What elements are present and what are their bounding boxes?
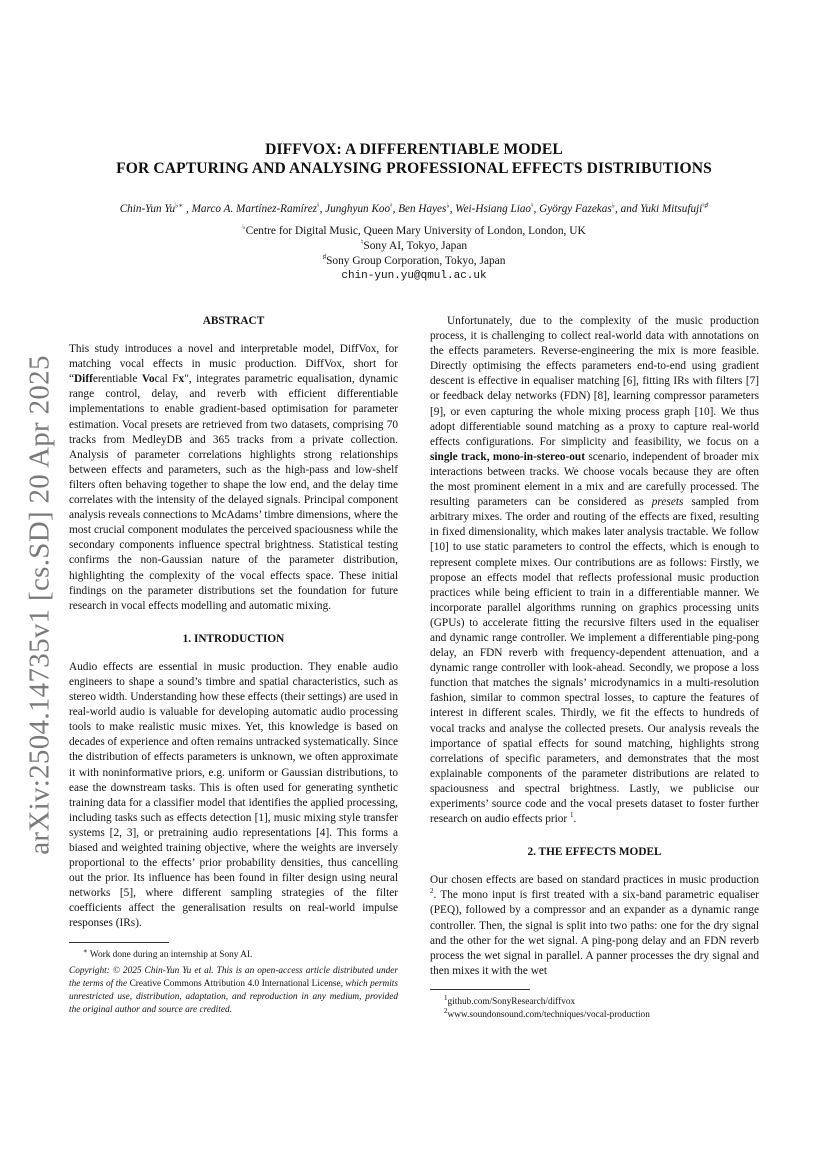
affiliations xyxy=(0,224,828,284)
affiliation: ♯Sony Group Corporation, Tokyo, Japan xyxy=(322,253,506,267)
author-list: Chin-Yun Yu♭∗ , Marco A. Martínez-Ramírez♮, Junghyun Koo♮, Ben Hayes♭, Wei-Hsiang Liao♮, György Fazekas♭, and Yuki Mitsufuji♮♯ xyxy=(119,201,709,215)
section-heading-introduction: 1. INTRODUCTION xyxy=(182,632,285,645)
section-heading-effects-model: 2. THE EFFECTS MODEL xyxy=(527,846,662,859)
contact-email[interactable]: chin-yun.yu@qmul.ac.uk xyxy=(341,270,487,282)
footnote-internship: ∗ Work done during an internship at Sony AI. xyxy=(83,946,253,960)
paper-title xyxy=(0,140,828,178)
author: Ben Hayes♭ xyxy=(398,201,450,215)
abstract-text: This study introduces a novel and interpretable model, DiffVox, for matching vocal effects in music production. DiffVox, short for “Differentiable Vocal Fx", integrates parametric equalisation, dynamic range control, delay, and reverb with efficient differentiable implementations to enable gradient-based optimisation for parameter estimation. Vocal presets are retrieved from two datasets, comprising 70 tracks from MedleyDB and 365 tracks from a private collection. Analysis of parameter correlations highlights strong relationships between effects and parameters, such as the high-pass and low-shelf filters often behaving together to shape the low end, and the delay time correlates with the intensity of the delayed signals. Principal component analysis reveals connections to McAdams’ timbre dimensions, where the most crucial component modulates the perceived spaciousness while the secondary components influence spectral brightness. Statistical testing confirms the non-Gaussian nature of the parameter distribution, highlighting the complexity of the vocal effects space. These initial findings on the parameter distributions set the foundation for future research in vocal effects modelling and automatic mixing. xyxy=(69,343,399,612)
introduction-text: Audio effects are essential in music production. They enable audio engineers to shape a sound’s timbre and spatial characteristics, such as stereo width. Understanding how these effects (their settings) are used in real-world audio is valuable for developing automatic audio processing tools to make realistic music mixes. Yet, this knowledge is based on decades of experience and often remains untracked systematically. Since the distribution of effects parameters is unknown, we often approximate it with noninformative priors, e.g. uniform or Gaussian distributions, to ease the downstream tasks. This is often used for generating synthetic training data for a classifier model that identifies the applied processing, including tasks such as effects detection [1], music mixing style transfer systems [2, 3], or pretraining audio representations [4]. This forms a biased and weighted training objective, where the weights are inversely proportional to the effects’ prior probability densities, thus cancelling out the prior. Its influence has been found in filter design using neural networks [5], where different sampling strategies of the filter coefficients affect the generalisation results on real-world impulse responses (IRs). xyxy=(69,660,398,930)
footnote-github: $^1$github.com/SonyResearch/diffvox xyxy=(444,993,576,1007)
affiliation: ♮Sony AI, Tokyo, Japan xyxy=(360,238,468,252)
intro-continued-text: Unfortunately, due to the complexity of the music production process, it is challenging to collect real-world data with annotations on the effects parameters. Reverse-engineering the mix is more feasible. Directly optimising the effects parameters end-to-end using gradient descent is effective in equaliser matching [6], fitting IRs with filters [7] or feedback delay networks (FDN) [8], learning compressor parameters [9], or even capturing the whole mixing process graph [10]. We thus adopt differentiable sound matching as a proxy to capture real-world effects configurations. For simplicity and feasibility, we focus on a single track, mono-in-stereo-out scenario, independent of broader mix interactions between tracks. We choose vocals because they are often the most prominent element in a mix and are carefully processed. The resulting parameters can be considered as presets sampled from arbitrary mixes. The order and routing of the effects are fixed, resulting in fixed dimensionality, which makes later analysis tractable. We follow [10] to use static parameters to control the effects, which is enough to represent complete mixes. Our contributions are as follows: Firstly, we propose an effects model that reflects professional music production practices while being efficient to train in a differentiable manner. We incorporate parallel algorithms running on graphics processing units (GPUs) to accelerate fitting the recursive filters used in the equaliser and dynamic range controller. We implement a differentiable ping-pong delay, an FDN reverb with frequency-dependent attenuation, and a dynamic range controller with look-ahead. Secondly, we propose a loss function that matches the signals’ microdynamics in a multi-resolution fashion, similar to common spectral losses, to capture the features of interest in different scales. Thirdly, we fit the effects to hundreds of vocal tracks and analyse the collected presets. Our analysis reveals the importance of spatial effects for sound matching, highlights strong correlations of specific parameters, and demonstrates that the most explainable components of the parameter distributions are related to spaciousness and spectral brightness. Lastly, we publicise our experiments’ source code and the vocal presets dataset to foster further research on audio effects prior $^1$. xyxy=(430,315,759,826)
author: Chin-Yun Yu♭∗ xyxy=(119,201,184,215)
github-link[interactable]: github.com/SonyResearch/diffvox xyxy=(447,996,576,1007)
copyright-notice: Copyright: © 2025 Chin-Yun Yu et al. This is an open-access article distributed under the terms of the Creative Commons Attribution 4.0 International License, which permits unrestricted use, distribution, adaptation, and reproduction in any medium, provided the original author and source are credited. xyxy=(69,965,398,1015)
abstract-heading: ABSTRACT xyxy=(202,315,265,327)
author: Marco A. Martínez-Ramírez♮ xyxy=(191,201,320,215)
footnote-rule xyxy=(430,989,530,990)
footnote-soundonsound: $^2$www.soundonsound.com/techniques/vocal-production xyxy=(444,1006,650,1020)
title-line-2: FOR CAPTURING AND ANALYSING PROFESSIONAL EFFECTS DISTRIBUTIONS xyxy=(116,160,712,177)
right-column xyxy=(430,314,759,1022)
left-column xyxy=(69,314,398,1017)
license-link[interactable]: Creative Commons Attribution 4.0 International License xyxy=(129,978,341,989)
author: Yuki Mitsufuji♮♯ xyxy=(640,201,709,215)
title-line-1: DIFFVOX: A DIFFERENTIABLE MODEL xyxy=(265,141,563,158)
author: Wei-Hsiang Liao♮ xyxy=(455,201,534,215)
footnote-rule xyxy=(69,942,169,943)
affiliation: ♭Centre for Digital Music, Queen Mary University of London, London, UK xyxy=(242,223,586,237)
author: György Fazekas♭ xyxy=(539,201,616,215)
arxiv-side-stamp: arXiv:2504.14735v1 [cs.SD] 20 Apr 2025 xyxy=(23,355,56,855)
effects-model-text: Our chosen effects are based on standard practices in music production $^2$. The mono input is first treated with a six-band parametric equaliser (PEQ), followed by a compressor and an expander as a dynamic range controller. Then, the signal is split into two paths: one for the dry signal and the other for the wet signal. A ping-pong delay and an FDN reverb process the wet signal in parallel. A panner processes the dry signal and then mixes it with the wet xyxy=(430,874,759,977)
author: Junghyun Koo♮ xyxy=(325,201,393,215)
soundonsound-link[interactable]: www.soundonsound.com/techniques/vocal-production xyxy=(447,1009,650,1020)
